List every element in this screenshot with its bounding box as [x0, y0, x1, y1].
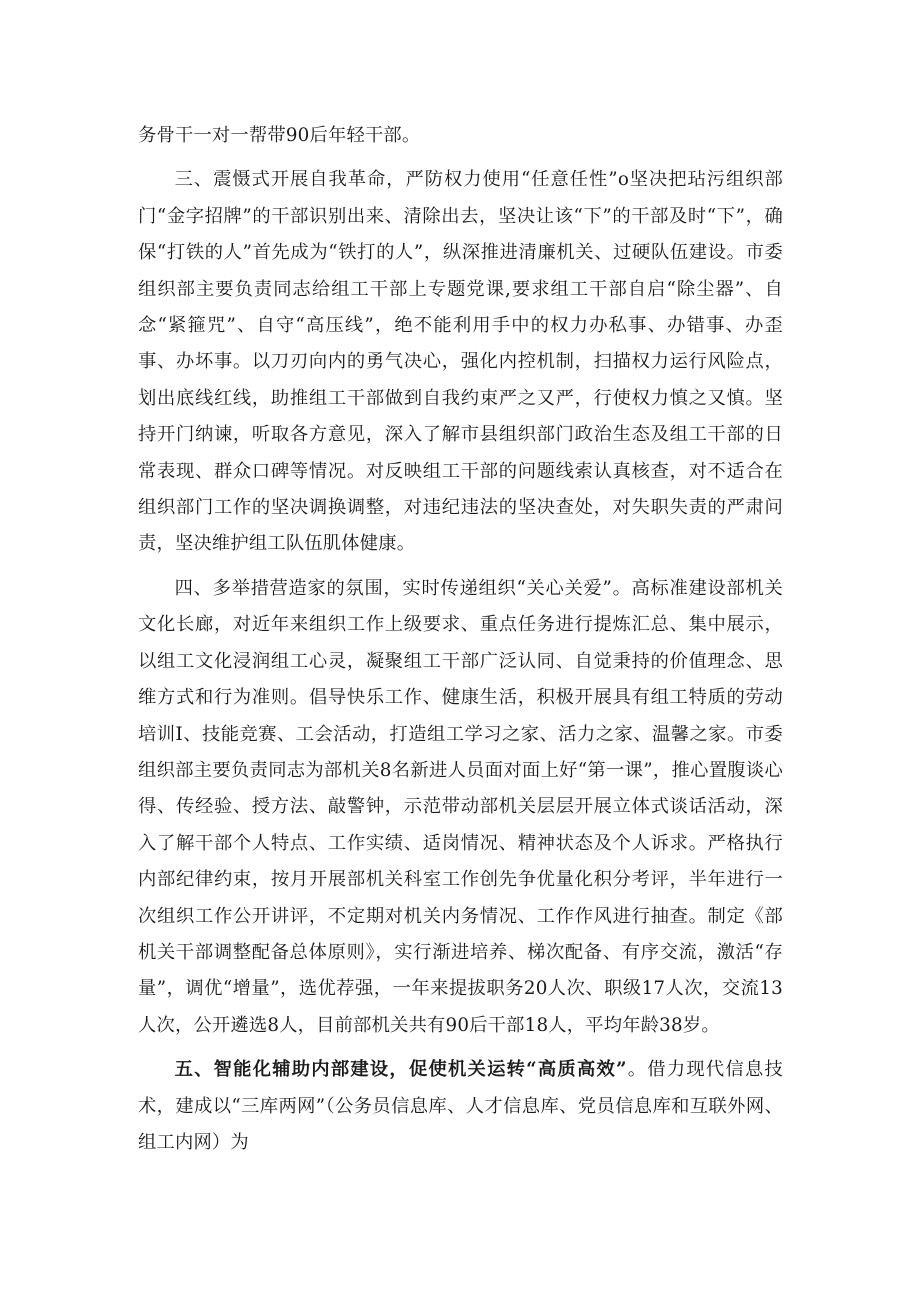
paragraph-text: 。借力现代信息技术，建成以“三库两网”（公务员信息库、人才信息库、党员信息库和互联外网、组工内网）为	[138, 1059, 783, 1153]
paragraph-section-three	[138, 162, 783, 562]
paragraph-text: 四、多举措营造家的氛围，实时传递组织“关心关爱”。高标准建设部机关文化长廊，对近年来组织工作上级要求、重点任务进行提炼汇总、集中展示，以组工文化浸润组工心灵，凝聚组工干部广泛认同、自觉秉持的价值理念、思维方式和行为准则。倡导快乐工作、健康生活，积极开展具有组工特质的劳动培训I、技能竞赛、工会活动，打造组工学习之家、活力之家、温馨之家。市委组织部主要负责同志为部机关8名新进人员面对面上好“第一课”，推心置腹谈心得、传经验、授方法、敲警钟，示范带动部机关层层开展立体式谈话活动，深入了解干部个人特点、工作实绩、适岗情况、精神状态及个人诉求。严格执行内部纪律约束，按月开展部机关科室工作创先争优量化积分考评，半年进行一次组织工作公开讲评，不定期对机关内务情况、工作作风进行抽查。制定《部机关干部调整配备总体原则》，实行渐进培养、梯次配备、有序交流，激活“存量”，调优“增量”，选优荐强，一年来提拔职务20人次、职级17人次，交流13人次，公开遴选8人，目前部机关共有90后干部18人，平均年龄38岁。	[138, 577, 783, 1036]
paragraph-text: 三、震慑式开展自我革命，严防权力使用“任意任性”o坚决把玷污组织部门“金字招牌”的干部识别出来、清除出去，坚决让该“下”的干部及时“下”，确保“打铁的人”首先成为“铁打的人”，纵深推进清廉机关、过硬队伍建设。市委组织部主要负责同志给组工干部上专题党课,要求组工干部自启“除尘器”、自念“紧箍咒”、自守“高压线”，绝不能利用手中的权力办私事、办错事、办歪事、办坏事。以刀刃向内的勇气决心，强化内控机制，扫描权力运行风险点，划出底线红线，助推组工干部做到自我约束严之又严，行使权力慎之又慎。坚持开门纳谏，听取各方意见，深入了解市县组织部门政治生态及组工干部的日常表现、群众口碑等情况。对反映组工干部的问题线索认真核查，对不适合在组织部门工作的坚决调换调整，对违纪违法的坚决查处，对失职失责的严肃问责，坚决维护组工队伍肌体健康。	[138, 169, 783, 555]
paragraph-section-five	[138, 1052, 783, 1161]
paragraph-section-four	[138, 571, 783, 1044]
paragraph-text: 务骨干一对一帮带90后年轻干部。	[138, 125, 421, 146]
section-heading: 五、智能化辅助内部建设，促使机关运转“高质高效”	[174, 1059, 627, 1081]
paragraph-continuation	[138, 118, 783, 154]
